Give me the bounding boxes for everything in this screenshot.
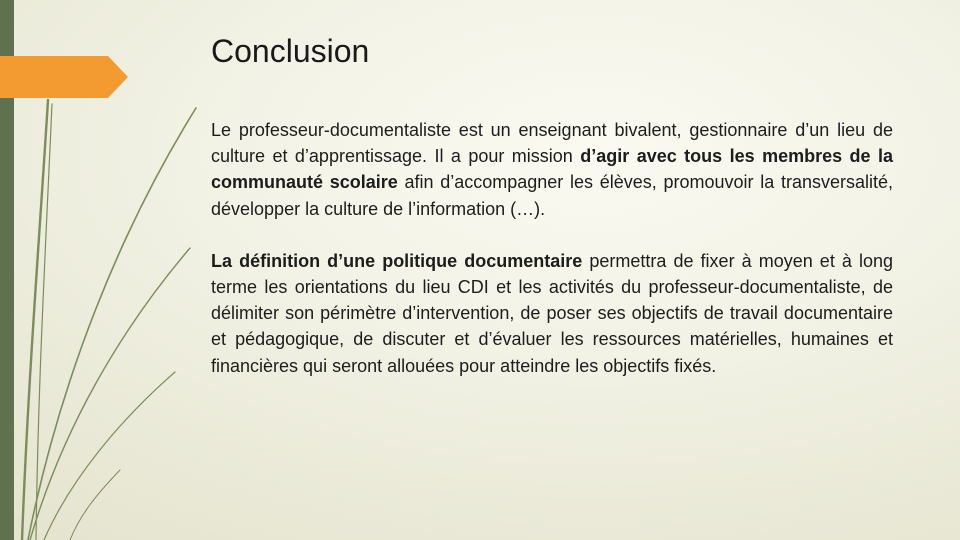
paragraph-2-emphasis: La définition d’une politique documentaire xyxy=(211,250,583,271)
paragraph-1-emphasis: d’agir avec tous les membres de la communauté scolaire xyxy=(211,146,894,193)
paragraph-2-text: permettra de fixer à moyen et à long terme les orientations du lieu CDI et les activités du professeur-documentaliste, de délimiter son périmètre d’intervention, de poser ses objectifs de travail documentaire et pédagogique, de discuter et d’évaluer les ressources matérielles, humaines et financières qui seront allouées pour atteindre les objectifs fixés. xyxy=(211,250,894,376)
orange-arrow-icon xyxy=(0,56,128,98)
paragraph-1-text-a: Le professeur-documentaliste est un enseignant bivalent, gestionnaire d’un lieu de culture et d’apprentissage. Il a pour mission xyxy=(211,120,893,167)
paragraph-1-text-b: afin d’accompagner les élèves, promouvoir la transversalité, développer la culture de l’information (…). xyxy=(211,172,894,219)
page-title: Conclusion xyxy=(211,33,370,69)
paragraph-mission xyxy=(211,117,893,222)
paragraph-policy xyxy=(211,248,893,379)
body-text xyxy=(211,117,893,379)
